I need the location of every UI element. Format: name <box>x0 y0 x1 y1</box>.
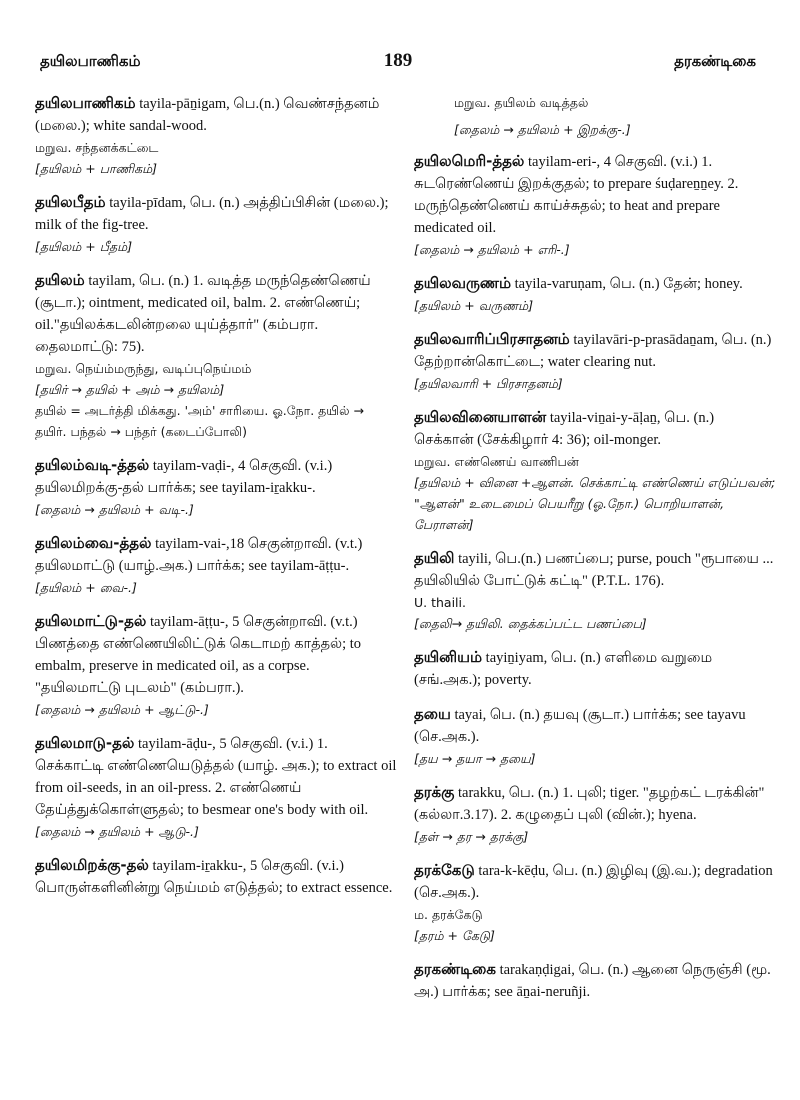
entry-text: tayila-varuṇam, பெ. (n.) தேன்; honey. <box>511 276 743 292</box>
entry-headword: தயிலி <box>414 549 455 567</box>
entry-headword: தயிலம்வை-த்தல் <box>35 534 152 552</box>
right-column <box>414 92 776 1015</box>
entry-etymology: [தைலம் → தயிலம் + எரி-.] <box>414 242 570 257</box>
header-first-word: தயிலபாணிகம் <box>40 52 141 70</box>
entry-headword: தயிலவினையாளன் <box>414 408 547 426</box>
dictionary-entry <box>414 150 776 260</box>
entry-definition <box>414 547 776 592</box>
entry-headword: தயை <box>414 705 451 723</box>
entry-etymology: [தைலி→ தயிலி. தைக்கப்பட்ட பணப்பை] <box>414 616 647 631</box>
entry-headword: தயிலம்வடி-த்தல் <box>35 456 150 474</box>
dictionary-entry <box>414 547 776 634</box>
entry-definition <box>35 854 397 899</box>
entry-headword: தயிலமாட்டு-தல் <box>35 612 147 630</box>
entry-synonym: மறுவ. எண்ணெய் வாணிபன் <box>414 454 579 469</box>
entry-definition <box>414 406 776 451</box>
entry-headword: தயிலமாடு-தல் <box>35 734 135 752</box>
entry-synonym: ம. தரக்கேடு <box>414 907 483 922</box>
entry-text: tayiṉiyam, பெ. (n.) எளிமை வறுமை (சங்.அக.); poverty. <box>414 650 713 688</box>
entry-definition <box>35 269 397 358</box>
entry-etymology: [தைலம் → தயிலம் + வடி-.] <box>35 502 194 517</box>
entry-synonym: மறுவ. சந்தனக்கட்டை <box>35 140 159 155</box>
entry-etymology: [தைலம் → தயிலம் + ஆடு-.] <box>35 824 199 839</box>
entry-etymology: [தயிலம் + வை-.] <box>35 580 137 595</box>
entry-headword: தயிலபாணிகம் <box>35 94 136 112</box>
entry-etymology: [தயிர் → தயில் + அம் → தயிலம்] <box>35 382 225 397</box>
dictionary-entry <box>414 859 776 946</box>
entry-headword: தரக்கு <box>414 783 455 801</box>
entry-definition <box>414 328 776 373</box>
entry-text: tarakaṇḍigai, பெ. (n.) ஆனை நெருஞ்சி (மூ. அ.) பார்க்க; see āṉai-neruñji. <box>414 962 771 1000</box>
page-header <box>40 52 756 80</box>
entry-text: tayilam-vai-,18 செகுன்றாவி. (v.t.) தயிலமாட்டு (யாழ்.அக.) பார்க்க; see tayilam-āṭṭu-. <box>35 536 363 574</box>
dictionary-entry <box>414 272 776 316</box>
entry-definition <box>414 703 776 748</box>
page-number: 189 <box>383 50 413 71</box>
entry-text: tayilam-āḍu-, 5 செகுவி. (v.i.) 1. செக்காட்டி எண்ணெயெடுத்தல் (யாழ். அக.); to extract oil from oil-seeds, in an oil-press. 2. எண்ணெய் தேய்த்துக்கொள்ளுதல்; to besmear one's body with oil. <box>35 736 397 818</box>
entry-text: tayila-pāṉigam, பெ.(n.) வெண்சந்தனம் (மலை.); white sandal-wood. <box>35 96 380 134</box>
continuation-etymology: [தைலம் → தயிலம் + இறக்கு-.] <box>454 122 631 137</box>
entry-text: tayilam-vaḍi-, 4 செகுவி. (v.i.) தயிலமிறக்கு-தல் பார்க்க; see tayilam-iṟakku-. <box>35 458 333 496</box>
entry-etymology: [தயிலம் + பாணிகம்] <box>35 161 158 176</box>
entry-definition <box>414 859 776 904</box>
dictionary-entry <box>35 454 397 520</box>
entry-text: tayila-pīdam, பெ. (n.) அத்திப்பிசின் (மலை.); milk of the fig-tree. <box>35 195 389 233</box>
dictionary-entry <box>35 191 397 257</box>
entry-text: tara-k-kēḍu, பெ. (n.) இழிவு (இ.வ.); degradation (செ.அக.). <box>414 863 773 901</box>
dictionary-entry <box>35 269 397 442</box>
entry-text: tayai, பெ. (n.) தயவு (சூடா.) பார்க்க; see tayavu (செ.அக.). <box>414 707 746 745</box>
entry-definition <box>414 958 776 1003</box>
dictionary-entry <box>414 406 776 535</box>
entry-text: tayilam, பெ. (n.) 1. வடித்த மருந்தெண்ணெய் (சூடா.); ointment, medicated oil, balm. 2. எண்ணெய்; oil."தயிலக்கடலின்றலை யுய்த்தார்" (கம்பரா. தைலமாட்டு: 75). <box>35 273 371 355</box>
entry-text: tayilam-eri-, 4 செகுவி. (v.i.) 1. சுடரெண்ணெய் இறக்குதல்; to prepare śuḍareṉṉey. 2. மருந்தெண்ணெய் காய்ச்சுதல்; to heat and prepare medicated oil. <box>414 154 739 236</box>
entry-etymology: [தயிலம் + பீதம்] <box>35 239 133 254</box>
dictionary-entry <box>35 92 397 179</box>
entry-headword: தரக்கேடு <box>414 861 475 879</box>
entry-text: tayila-viṉai-y-āḷaṉ, பெ. (n.) செக்கான் (சேக்கிழார் 4: 36); oil-monger. <box>414 410 715 448</box>
dictionary-entry <box>35 732 397 842</box>
entry-definition <box>414 150 776 239</box>
entry-definition <box>35 191 397 236</box>
entry-etymology: [தைலம் → தயிலம் + ஆட்டு-.] <box>35 702 209 717</box>
dictionary-entry <box>414 781 776 847</box>
dictionary-entry <box>414 703 776 769</box>
entry-text: tayilam-iṟakku-, 5 செகுவி. (v.i.) பொருள்களினின்று நெய்மம் எடுத்தல்; to extract essence. <box>35 858 393 896</box>
entry-headword: தயிலம் <box>35 271 85 289</box>
entry-text: tayilam-āṭṭu-, 5 செகுன்றாவி. (v.t.) பிணத்தை எண்ணெயிலிட்டுக் கெடாமற் காத்தல்; to embalm, preserve in medicated oil, as a corpse. "தயிலமாட்டு புடலம்" (கம்பரா.). <box>35 614 361 696</box>
left-column <box>35 92 397 911</box>
dictionary-entry <box>414 958 776 1003</box>
entry-definition <box>35 732 397 821</box>
dictionary-entry <box>35 854 397 899</box>
entry-definition <box>414 646 776 691</box>
entry-etymology: [தயிலம் + வினை +ஆளன். செக்காட்டி எண்ணெய் எடுப்பவன்; "ஆளன்" உடைமைப் பெயரீறு (ஓ.நோ.) பொறியாளன், பேராளன்] <box>414 475 776 532</box>
entry-etymology: [தயிலம் + வருணம்] <box>414 298 534 313</box>
entry-text: tayili, பெ.(n.) பணப்பை; purse, pouch "ரூபாயை ... தயிலியில் போட்டுக் கட்டி" (P.T.L. 176). <box>414 551 774 589</box>
dictionary-entry <box>414 328 776 394</box>
entry-definition <box>414 781 776 826</box>
entry-text: tayilavāri-p-prasādaṉam, பெ. (n.) தேற்றான்கொட்டை; water clearing nut. <box>414 332 772 370</box>
entry-note: தயில் = அடர்த்தி மிக்கது. 'அம்' சாரியை. ஓ.நோ. தயில் → தயிர். பந்தல் → பந்தர் (கடைப்போலி) <box>35 403 364 439</box>
entry-headword: தரகண்டிகை <box>414 960 496 978</box>
entry-etymology: [தயிலவாரி + பிரசாதனம்] <box>414 376 563 391</box>
header-last-word: தரகண்டிகை <box>674 52 756 70</box>
entry-synonym: மறுவ. நெய்ம்மருந்து, வடிப்புநெய்மம் <box>35 361 252 376</box>
entry-definition <box>35 454 397 499</box>
entry-definition <box>35 610 397 699</box>
entry-definition <box>35 532 397 577</box>
continuation-synonym: மறுவ. தயிலம் வடித்தல் <box>454 95 589 110</box>
entry-headword: தயிலமிறக்கு-தல் <box>35 856 149 874</box>
entry-headword: தயிலவருணம் <box>414 274 512 292</box>
entry-headword: தயிலமெரி-த்தல் <box>414 152 525 170</box>
entry-etymology: [தய → தயா → தயை] <box>414 751 536 766</box>
dictionary-entry <box>35 610 397 720</box>
entry-synonym: U. thaili. <box>414 595 466 610</box>
entry-headword: தயிலவாரிப்பிரசாதனம் <box>414 330 570 348</box>
entry-headword: தயிலபீதம் <box>35 193 106 211</box>
entry-etymology: [தள் → தர → தரக்கு] <box>414 829 529 844</box>
entry-etymology: [தரம் + கேடு] <box>414 928 495 943</box>
entry-definition <box>414 272 776 295</box>
entry-text: tarakku, பெ. (n.) 1. புலி; tiger. "தழற்கட் டரக்கின்" (கல்லா.3.17). 2. கழுதைப் புலி (வின்.); hyena. <box>414 785 765 823</box>
dictionary-entry <box>414 646 776 691</box>
dictionary-entry <box>35 532 397 598</box>
entry-definition <box>35 92 397 137</box>
entry-headword: தயினியம் <box>414 648 483 666</box>
